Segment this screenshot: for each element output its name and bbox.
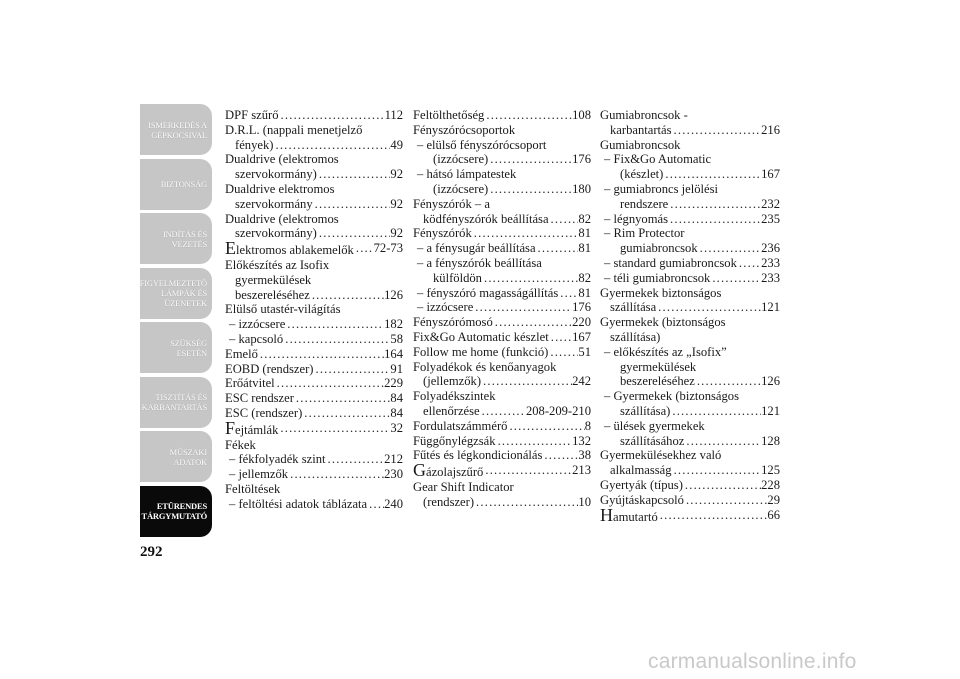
page-ref[interactable]: 236: [761, 241, 780, 256]
chapter-tab[interactable]: [140, 159, 212, 210]
index-entry[interactable]: [413, 434, 591, 449]
index-entry-text: Fix&Go Automatic készlet: [413, 329, 549, 344]
page-ref[interactable]: 242: [572, 374, 591, 389]
page-ref[interactable]: 167: [572, 329, 591, 344]
index-entry[interactable]: [600, 419, 780, 449]
index-entry-text: szervokormány: [235, 196, 313, 211]
index-entry-text: alkalmasság: [610, 463, 672, 478]
index-entry-text: fények): [235, 137, 274, 152]
section-initial: E: [225, 238, 236, 259]
index-entry-text: EOBD (rendszer): [225, 361, 314, 376]
page-ref[interactable]: 233: [761, 270, 780, 285]
dot-leader: [488, 152, 572, 167]
index-entry-text: Folyadékszintek: [413, 389, 496, 404]
index-entry-text: szállítása): [610, 329, 661, 344]
dot-leader: [483, 463, 572, 480]
chapter-tab[interactable]: [140, 431, 212, 482]
index-entry[interactable]: [225, 406, 403, 421]
page-ref[interactable]: 212: [384, 452, 403, 467]
index-entry-text: – Gyermekek (biztonságos: [604, 389, 739, 404]
page-ref[interactable]: 108: [572, 108, 591, 122]
dot-leader: [710, 271, 761, 286]
page-ref[interactable]: 38: [578, 448, 591, 463]
index-entry[interactable]: [600, 448, 780, 478]
dot-leader: [326, 452, 385, 467]
chapter-tab-label: TISZTÍTÁS ÉS KARBANTARTÁS: [141, 392, 207, 412]
index-entry-text: Emelő: [225, 346, 258, 361]
page-ref[interactable]: 230: [384, 467, 403, 482]
index-entry-text: ejtámlák: [235, 422, 279, 437]
index-entry[interactable]: [225, 417, 403, 438]
page-ref[interactable]: 58: [390, 331, 403, 346]
dot-leader: [683, 478, 761, 493]
chapter-tab-label: BIZTONSÁG: [160, 179, 207, 189]
dot-leader: [480, 404, 526, 419]
index-entry-text: Gear Shift Indicator: [413, 479, 514, 494]
index-column-2: [413, 108, 591, 510]
page-ref[interactable]: 213: [572, 463, 591, 478]
page-ref[interactable]: 132: [572, 433, 591, 448]
index-entry-text: szervokormány): [235, 167, 317, 182]
index-entry[interactable]: [413, 197, 591, 227]
index-entry-text: Gyertyák (típus): [600, 477, 683, 492]
index-entry[interactable]: [225, 438, 403, 453]
dot-leader: [668, 197, 761, 212]
index-entry[interactable]: [225, 258, 403, 302]
index-entry-text: – Rim Protector: [604, 226, 685, 241]
chapter-tab[interactable]: [140, 486, 212, 537]
page-ref[interactable]: 126: [384, 287, 403, 302]
index-entry[interactable]: [600, 182, 780, 212]
page-ref[interactable]: 121: [761, 300, 780, 315]
index-entry-text: – izzócsere: [417, 300, 474, 315]
index-entry[interactable]: [225, 362, 403, 377]
dot-leader: [496, 434, 573, 449]
page-ref[interactable]: 240: [384, 496, 403, 511]
dot-leader: [313, 362, 390, 377]
index-entry[interactable]: [225, 391, 403, 406]
page-ref[interactable]: 82: [578, 211, 591, 226]
index-entry-text: (rendszer): [423, 494, 475, 509]
index-entry[interactable]: [413, 345, 591, 360]
index-entry-text: szállítása: [610, 300, 657, 315]
dot-leader: [279, 108, 385, 123]
page-ref[interactable]: 208-209-210: [525, 403, 591, 418]
page-ref[interactable]: 81: [578, 241, 591, 256]
index-entry[interactable]: [225, 317, 403, 332]
dot-leader: [317, 167, 391, 182]
index-entry-text: rendszere: [620, 196, 669, 211]
dot-leader: [542, 448, 578, 463]
index-entry[interactable]: [413, 123, 591, 138]
index-entry-text: – standard gumiabroncsok: [604, 255, 737, 270]
index-entry-text: – elülső fényszórócsoport: [417, 137, 547, 152]
index-entry[interactable]: [413, 300, 591, 315]
chapter-tab-label: ETÜRENDES TÁRGYMUTATÓ: [141, 501, 207, 521]
index-entry-text: gumiabroncsok: [620, 241, 698, 256]
page-ref[interactable]: 112: [384, 108, 403, 122]
index-entry[interactable]: [225, 108, 403, 123]
chapter-tab[interactable]: [140, 268, 212, 319]
index-entry[interactable]: [225, 347, 403, 362]
dot-leader: [493, 315, 572, 330]
index-entry-text: Erőátvitel: [225, 376, 275, 391]
index-entry-text: Gyermekülésekhez való: [600, 448, 722, 463]
dot-leader: [482, 271, 578, 286]
dot-leader: [273, 138, 390, 153]
index-entry[interactable]: [413, 167, 591, 197]
dot-leader: [536, 241, 579, 256]
dot-leader: [507, 419, 584, 434]
dot-leader: [695, 374, 761, 389]
index-entry-text: – téli gumiabroncsok: [604, 270, 711, 285]
page-ref[interactable]: 233: [761, 255, 780, 270]
index-entry[interactable]: [600, 504, 780, 525]
page-ref[interactable]: 91: [390, 361, 403, 376]
dot-leader: [672, 123, 762, 138]
index-entry-text: – a fényszórók beállítása: [417, 255, 542, 270]
index-entry-text: – fényszóró magasságállítás: [417, 285, 559, 300]
watermark: carmanualsonline.info: [648, 650, 857, 673]
index-entry-text: – hátsó lámpatestek: [417, 167, 517, 182]
index-entry[interactable]: [600, 212, 780, 227]
index-entry[interactable]: [225, 497, 403, 512]
index-entry[interactable]: [600, 138, 780, 153]
index-entry-text: Dualdrive (elektromos: [225, 152, 339, 167]
page-ref[interactable]: 92: [390, 167, 403, 182]
page-ref[interactable]: 81: [578, 285, 591, 300]
index-entry-text: Dualdrive (elektromos: [225, 211, 339, 226]
page-ref[interactable]: 82: [578, 270, 591, 285]
dot-leader: [313, 197, 391, 212]
index-entry[interactable]: [600, 286, 780, 316]
dot-leader: [481, 374, 572, 389]
index-entry[interactable]: [600, 256, 780, 271]
dot-leader: [549, 212, 579, 227]
dot-leader: [484, 108, 572, 123]
index-entry-text: (jellemzők): [423, 374, 482, 389]
index-entry-text: ESC rendszer: [225, 391, 294, 406]
page-ref[interactable]: 176: [572, 152, 591, 167]
index-entry[interactable]: [600, 478, 780, 493]
index-entry[interactable]: [413, 330, 591, 345]
index-entry[interactable]: [225, 123, 403, 153]
dot-leader: [275, 376, 384, 391]
dot-leader: [473, 300, 572, 315]
index-entry-text: – jellemzők: [229, 467, 289, 482]
page-ref[interactable]: 49: [390, 137, 403, 152]
index-entry-text: Follow me home (funkció): [413, 344, 549, 359]
index-entry-text: – kapcsoló: [229, 331, 284, 346]
dot-leader: [294, 391, 391, 406]
index-entry[interactable]: [413, 108, 591, 123]
index-entry-text: beszereléséhez: [235, 287, 310, 302]
index-entry[interactable]: [413, 315, 591, 330]
index-entry[interactable]: [225, 467, 403, 482]
page-ref[interactable]: 10: [578, 494, 591, 509]
index-entry-text: Feltölthetőség: [413, 108, 485, 122]
page-ref[interactable]: 72-73: [373, 241, 403, 256]
index-entry-text: – izzócsere: [229, 317, 286, 332]
index-entry-text: Gumiabroncsok -: [600, 108, 688, 122]
index-entry[interactable]: [413, 138, 591, 168]
index-entry-text: DPF szűrő: [225, 108, 279, 122]
dot-leader: [472, 226, 579, 241]
dot-leader: [549, 330, 572, 345]
index-entry[interactable]: [600, 152, 780, 182]
page-ref[interactable]: 216: [761, 122, 780, 137]
page-ref[interactable]: 176: [572, 300, 591, 315]
index-entry-text: Gyermekek (biztonságos: [600, 315, 726, 330]
index-column-3: [600, 108, 780, 524]
index-entry-text: gyermekülések: [235, 272, 312, 287]
dot-leader: [684, 434, 761, 449]
dot-leader: [670, 404, 761, 419]
page-ref[interactable]: 220: [572, 315, 591, 330]
index-entry-text: ESC (rendszer): [225, 405, 303, 420]
chapter-tab-label: SZÜKSÉG ESETÉN: [170, 337, 207, 358]
dot-leader: [558, 286, 578, 301]
index-entry-text: – feltöltési adatok táblázata: [229, 496, 368, 511]
chapter-tabs: [140, 104, 212, 540]
page-ref[interactable]: 180: [572, 181, 591, 196]
index-entry-text: lektromos ablakemelők: [236, 243, 354, 258]
page-ref[interactable]: 128: [761, 433, 780, 448]
page-ref[interactable]: 51: [578, 344, 591, 359]
page-ref[interactable]: 232: [761, 196, 780, 211]
page-ref[interactable]: 235: [761, 211, 780, 226]
chapter-tab[interactable]: [140, 322, 212, 373]
index-entry-text: szervokormány): [235, 226, 317, 241]
dot-leader: [278, 421, 390, 438]
dot-leader: [302, 406, 390, 421]
index-entry-text: – légnyomás: [604, 211, 669, 226]
dot-leader: [474, 495, 578, 510]
dot-leader: [737, 256, 761, 271]
index-entry-text: Függőnylégzsák: [413, 433, 496, 448]
dot-leader: [658, 508, 768, 525]
chapter-tab[interactable]: [140, 213, 212, 264]
index-entry-text: – gumiabroncs jelölési: [604, 181, 719, 196]
chapter-tab-label: FIGYELMEZTETŐ LÁMPÁK ÉS ÜZENETEK: [139, 278, 207, 308]
page-ref[interactable]: 228: [761, 477, 780, 492]
chapter-tab-label: ISMERKEDÉS A GÉPKOCSIVAL: [148, 119, 207, 140]
page-ref[interactable]: 92: [390, 196, 403, 211]
page-ref[interactable]: 32: [390, 420, 403, 435]
index-entry-text: Fényszórócsoportok: [413, 122, 516, 137]
dot-leader: [698, 241, 761, 256]
dot-leader: [367, 497, 384, 512]
page-ref[interactable]: 84: [390, 405, 403, 420]
page-ref[interactable]: 84: [390, 391, 403, 406]
index-entry[interactable]: [600, 315, 780, 345]
dot-leader: [488, 182, 572, 197]
dot-leader: [684, 493, 767, 508]
section-initial: G: [413, 460, 426, 481]
index-entry-text: – ülések gyermekek: [604, 418, 705, 433]
page-ref[interactable]: 121: [761, 403, 780, 418]
index-entry-text: – Fix&Go Automatic: [604, 152, 712, 167]
page-ref[interactable]: 164: [384, 346, 403, 361]
index-entry[interactable]: [600, 389, 780, 419]
page-ref[interactable]: 92: [390, 226, 403, 241]
dot-leader: [288, 467, 384, 482]
index-entry[interactable]: [225, 332, 403, 347]
dot-leader: [354, 241, 374, 258]
index-entry-text: – fékfolyadék szint: [229, 452, 326, 467]
dot-leader: [317, 226, 391, 241]
page-ref[interactable]: 66: [767, 507, 780, 522]
index-entry-text: Előkészítés az Isofix: [225, 257, 330, 272]
page-ref[interactable]: 126: [761, 374, 780, 389]
dot-leader: [283, 332, 390, 347]
index-entry[interactable]: [413, 226, 591, 241]
dot-leader: [668, 212, 761, 227]
index-entry[interactable]: [600, 108, 780, 138]
index-entry[interactable]: [413, 448, 591, 463]
index-column-1: [225, 108, 403, 512]
index-entry-text: ellenőrzése: [423, 403, 480, 418]
index-entry[interactable]: [413, 256, 591, 286]
index-entry[interactable]: [225, 302, 403, 317]
page-ref[interactable]: 182: [384, 317, 403, 332]
index-entry[interactable]: [413, 480, 591, 510]
page-ref[interactable]: 81: [578, 226, 591, 241]
index-entry-text: szállítása): [620, 403, 671, 418]
index-entry[interactable]: [225, 482, 403, 497]
index-entry-text: Gyújtáskapcsoló: [600, 492, 684, 507]
page-ref[interactable]: 167: [761, 167, 780, 182]
index-entry[interactable]: [225, 452, 403, 467]
index-entry-text: Fényszórómosó: [413, 315, 493, 330]
index-entry-text: (izzócsere): [433, 181, 489, 196]
section-initial: H: [600, 504, 613, 525]
dot-leader: [672, 463, 762, 478]
index-entry[interactable]: [600, 345, 780, 389]
dot-leader: [548, 345, 578, 360]
page-ref[interactable]: 8: [584, 418, 591, 433]
index-entry[interactable]: [413, 389, 591, 419]
dot-leader: [663, 167, 761, 182]
index-entry-text: beszereléséhez: [620, 374, 695, 389]
index-entry[interactable]: [600, 271, 780, 286]
page-ref[interactable]: 125: [761, 463, 780, 478]
chapter-tab-label: MŰSZAKI ADATOK: [169, 446, 207, 467]
index-entry[interactable]: [225, 182, 403, 212]
index-entry-text: Dualdrive elektromos: [225, 181, 335, 196]
index-entry-text: Feltöltések: [225, 481, 281, 496]
page-ref[interactable]: 29: [767, 492, 780, 507]
index-entry[interactable]: [225, 238, 403, 259]
index-entry[interactable]: [600, 493, 780, 508]
section-initial: F: [225, 417, 236, 438]
index-entry[interactable]: [413, 460, 591, 481]
index-entry-text: Elülső utastér-világítás: [225, 302, 341, 317]
index-entry-text: szállításához: [620, 433, 685, 448]
index-entry-text: (készlet): [620, 167, 664, 182]
index-entry[interactable]: [225, 152, 403, 182]
index-entry-text: amutartó: [613, 509, 658, 524]
index-entry-text: Fűtés és légkondicionálás: [413, 448, 543, 463]
dot-leader: [310, 288, 384, 303]
index-entry-text: – előkészítés az „Isofix”: [604, 344, 727, 359]
index-entry[interactable]: [225, 376, 403, 391]
page-number: 292: [140, 544, 163, 560]
dot-leader: [285, 317, 384, 332]
index-entry-text: ázolajszűrő: [426, 465, 484, 480]
index-entry-text: Fényszórók: [413, 226, 472, 241]
index-entry-text: Folyadékok és kenőanyagok: [413, 359, 557, 374]
index-entry[interactable]: [413, 241, 591, 256]
chapter-tab-label: INDÍTÁS ÉS VEZETÉS: [162, 228, 207, 249]
index-entry-text: – a fénysugár beállítása: [417, 241, 536, 256]
index-entry-text: Gumiabroncsok: [600, 137, 681, 152]
index-entry[interactable]: [600, 226, 780, 256]
index-entry[interactable]: [413, 286, 591, 301]
page-ref[interactable]: 229: [384, 376, 403, 391]
chapter-tab[interactable]: [140, 104, 212, 155]
index-entry-text: Fényszórók – a: [413, 196, 490, 211]
chapter-tab[interactable]: [140, 377, 212, 428]
index-entry-text: gyermekülések: [620, 359, 697, 374]
index-entry-text: Fordulatszámmérő: [413, 418, 508, 433]
index-entry-text: Gyermekek biztonságos: [600, 285, 722, 300]
index-entry[interactable]: [225, 212, 403, 242]
index-entry-text: külföldön: [433, 270, 482, 285]
index-entry-text: Fékek: [225, 437, 256, 452]
index-entry-text: D.R.L. (nappali menetjelző: [225, 122, 363, 137]
index-entry[interactable]: [413, 360, 591, 390]
index-entry-text: ködfényszórók beállítása: [423, 211, 549, 226]
dot-leader: [656, 300, 761, 315]
index-entry-text: (izzócsere): [433, 152, 489, 167]
index-entry-text: karbantartás: [610, 122, 672, 137]
index-entry[interactable]: [413, 419, 591, 434]
dot-leader: [258, 347, 384, 362]
